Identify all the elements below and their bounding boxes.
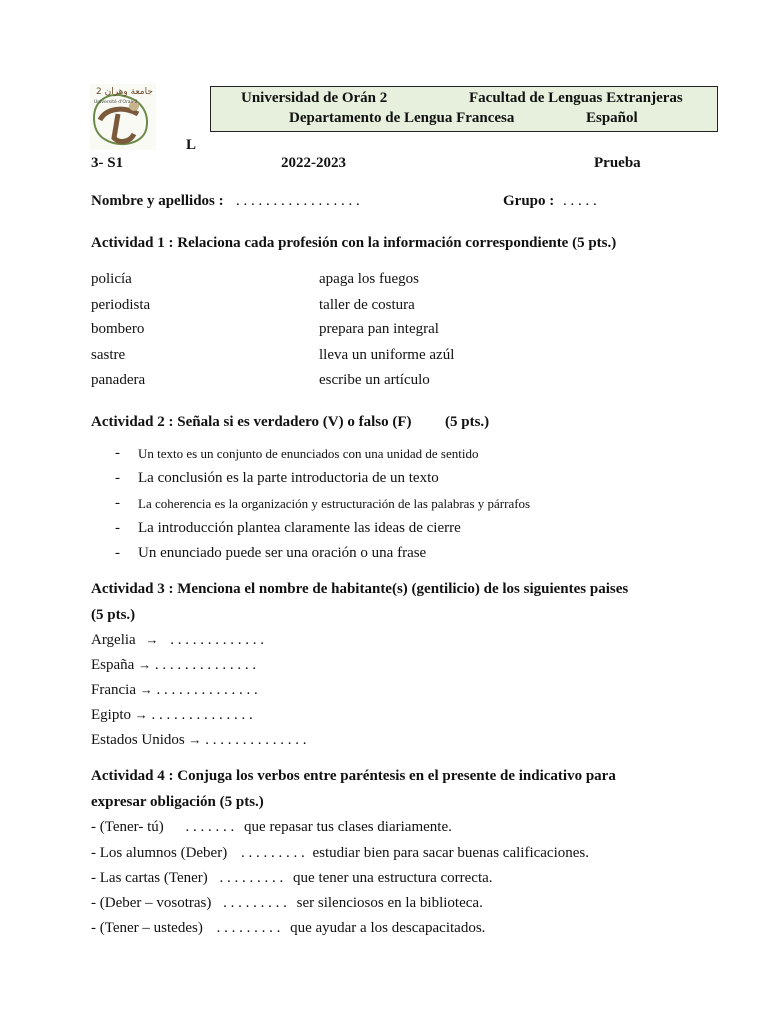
course-level: 3- S1 [91, 155, 124, 171]
bullet: - [115, 495, 120, 511]
profession-item: bombero [91, 321, 145, 337]
sentence-rest: que repasar tus clases diariamente. [244, 819, 452, 835]
bullet: - [115, 470, 120, 486]
country-row [91, 657, 256, 674]
verb-prompt: - Las cartas (Tener) [91, 870, 208, 886]
sentence-rest: ser silenciosos en la biblioteca. [296, 895, 483, 911]
group-field[interactable]: . . . . . [563, 193, 597, 209]
institution-header [210, 86, 718, 132]
info-item: prepara pan integral [319, 321, 439, 337]
answer-field[interactable]: . . . . . . . [185, 819, 235, 835]
verb-prompt: - (Deber – vosotras) [91, 895, 212, 911]
country-name: Egipto [91, 707, 131, 723]
activity4-title: Actividad 4 : Conjuga los verbos entre paréntesis en el presente de indicativo para [91, 768, 616, 784]
verb-prompt: - (Tener- tú) [91, 819, 164, 835]
activity1-title: Actividad 1 : Relaciona cada profesión con la información correspondiente (5 pts.) [91, 235, 617, 251]
activity4-points: expresar obligación (5 pts.) [91, 794, 264, 810]
verb-row [91, 895, 483, 912]
arrow-icon: → [145, 632, 159, 647]
country-name: Argelia [91, 632, 136, 648]
sentence-rest: que tener una estructura correcta. [293, 870, 493, 886]
info-item: apaga los fuegos [319, 271, 419, 287]
answer-field[interactable]: . . . . . . . . . . . . . . [156, 682, 258, 698]
arrow-icon: → [139, 682, 153, 697]
info-item: taller de costura [319, 297, 415, 313]
answer-field[interactable]: . . . . . . . . . [240, 845, 305, 861]
bullet: - [115, 445, 120, 461]
answer-field[interactable]: . . . . . . . . . . . . . . [151, 707, 253, 723]
answer-field[interactable]: . . . . . . . . . . . . . [170, 632, 264, 648]
statement-item: Un texto es un conjunto de enunciados con una unidad de sentido [138, 446, 479, 461]
bullet: - [115, 545, 120, 561]
subject-name: Español [586, 110, 638, 126]
arrow-icon: → [134, 707, 148, 722]
statement-item: La coherencia es la organización y estructuración de las palabras y párrafos [138, 496, 531, 511]
sentence-rest: estudiar bien para sacar buenas calificaciones. [312, 845, 589, 861]
info-item: lleva un uniforme azúl [319, 347, 455, 363]
name-label: Nombre y apellidos : [91, 193, 224, 209]
country-row [91, 632, 264, 649]
verb-prompt: - (Tener – ustedes) [91, 920, 203, 936]
statement-item: Un enunciado puede ser una oración o una frase [138, 545, 427, 561]
arrow-icon: → [138, 657, 152, 672]
name-field[interactable]: . . . . . . . . . . . . . . . . . [236, 193, 360, 209]
country-row [91, 682, 258, 699]
faculty-name: Facultad de Lenguas Extranjeras [469, 90, 683, 106]
profession-item: periodista [91, 297, 151, 313]
country-name: Estados Unidos [91, 732, 185, 748]
answer-field[interactable]: . . . . . . . . . . . . . . [154, 657, 257, 673]
svg-text:جامعة وهران 2: جامعة وهران 2 [96, 87, 153, 97]
answer-field[interactable]: . . . . . . . . . [219, 870, 284, 886]
country-row [91, 707, 253, 724]
university-name: Universidad de Orán 2 [241, 90, 388, 106]
statement-item: La introducción plantea claramente las ideas de cierre [138, 520, 461, 536]
profession-item: policía [91, 271, 132, 287]
profession-item: sastre [91, 347, 126, 363]
country-row [91, 732, 307, 749]
academic-year: 2022-2023 [281, 155, 346, 171]
verb-row [91, 870, 493, 887]
verb-row [91, 845, 589, 862]
activity3-points: (5 pts.) [91, 607, 136, 623]
group-label: Grupo : [503, 193, 555, 209]
verb-row [91, 819, 452, 836]
country-name: Francia [91, 682, 136, 698]
answer-field[interactable]: . . . . . . . . . [223, 895, 287, 911]
sentence-rest: que ayudar a los descapacitados. [290, 920, 486, 936]
stray-letter: L [186, 137, 197, 153]
info-item: escribe un artículo [319, 372, 430, 388]
verb-row [91, 920, 485, 937]
activity3-title: Actividad 3 : Menciona el nombre de habitante(s) (gentilicio) de los siguientes paises [91, 581, 629, 597]
country-name: España [91, 657, 135, 673]
activity2-title: Actividad 2 : Señala si es verdadero (V) o falso (F) [91, 414, 412, 430]
university-logo [90, 84, 186, 150]
activity2-points: (5 pts.) [445, 414, 490, 430]
verb-prompt: - Los alumnos (Deber) [91, 845, 228, 861]
bullet: - [115, 520, 120, 536]
answer-field[interactable]: . . . . . . . . . . . . . . [205, 732, 307, 748]
answer-field[interactable]: . . . . . . . . . [216, 920, 281, 936]
profession-item: panadera [91, 372, 146, 388]
department-name: Departamento de Lengua Francesa [289, 110, 515, 126]
statement-item: La conclusión es la parte introductoria de un texto [138, 470, 439, 486]
exam-type: Prueba [594, 155, 641, 171]
arrow-icon: → [188, 732, 202, 747]
svg-text:Université d'Oran 2: Université d'Oran 2 [94, 100, 138, 105]
